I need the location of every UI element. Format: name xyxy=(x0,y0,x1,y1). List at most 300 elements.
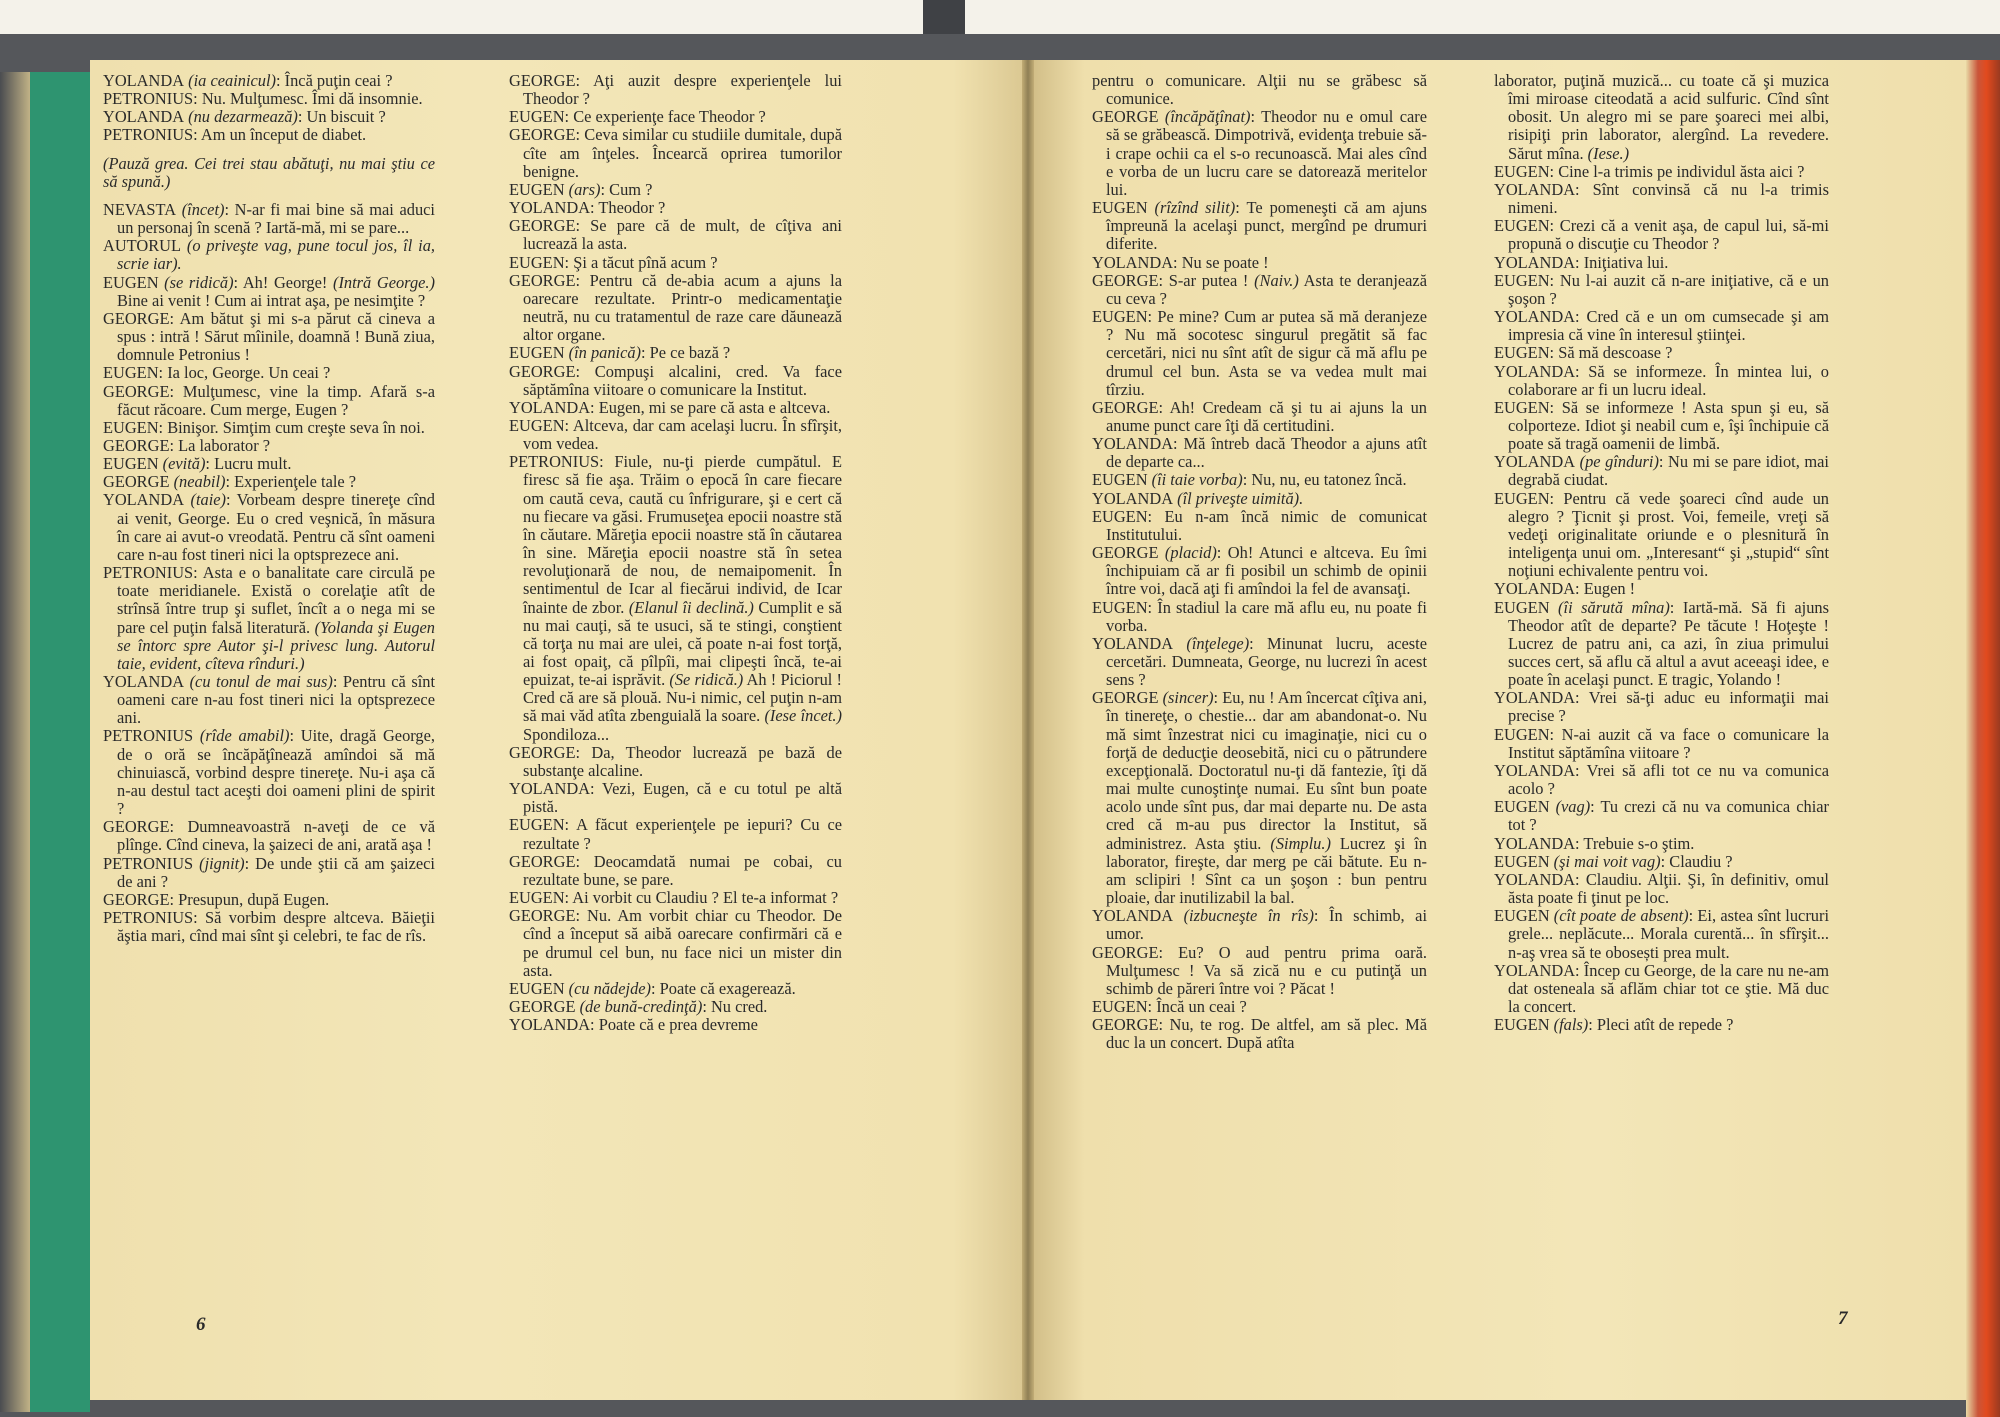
spoken-text: : Vrei să-ţi aduc eu informaţii mai precise ? xyxy=(1508,688,1829,726)
speaker-name: EUGEN xyxy=(1092,198,1148,218)
dialogue-line xyxy=(103,891,435,909)
spoken-text: : Eu n-am încă nimic de comunicat Institutului. xyxy=(1106,506,1427,544)
speaker-name: GEORGE xyxy=(509,361,576,381)
stage-note: (se ridică) xyxy=(158,272,234,292)
speaker-name: GEORGE xyxy=(103,381,170,401)
speaker-name: EUGEN xyxy=(1494,906,1550,926)
green-endpaper xyxy=(30,72,90,1412)
continued-text xyxy=(1092,72,1427,108)
spoken-text: : Nu l-ai auzit că n-are iniţiative, că e un şoşon ? xyxy=(1508,270,1829,308)
dialogue-line xyxy=(103,310,435,364)
stage-note: (izbucneşte în rîs) xyxy=(1173,906,1314,926)
speaker-name: EUGEN xyxy=(1494,851,1550,871)
stage-note: (Yolanda şi Eugen se întorc spre Autor şi-l privesc lung. Autorul taie, evident, cîteva rînduri.) xyxy=(117,617,435,673)
spoken-text: : Pentru că de-abia acum a ajuns la oarecare rezultate. Printr-o medicamentaţie neutră, nu cu tratamentul de raze care dăunează altor organe. xyxy=(523,270,842,345)
dialogue-line xyxy=(1092,689,1427,907)
spoken-text: : Altceva, dar cam acelaşi lucru. În sfîrşit, vom vedea. xyxy=(523,415,842,454)
stage-note: (pe gînduri) xyxy=(1575,452,1659,472)
dialogue-line xyxy=(1092,399,1427,435)
dialogue-line xyxy=(103,564,435,673)
stage-note: (Naiv.) xyxy=(1254,270,1299,290)
speaker-name: EUGEN xyxy=(1494,343,1550,363)
dialogue-line xyxy=(1494,217,1829,253)
dialogue-line xyxy=(1494,853,1829,871)
spoken-text: Spondiloza... xyxy=(523,724,610,744)
stage-direction xyxy=(103,155,435,191)
stage-note: (Iese.) xyxy=(1587,143,1630,163)
spoken-text: : Ah! George! xyxy=(233,272,333,292)
spoken-text: : Presupun, după Eugen. xyxy=(169,889,330,909)
dialogue-line xyxy=(509,744,842,780)
dialogue-line xyxy=(1494,490,1829,581)
spoken-text: : Am bătut şi mi s-a părut că cineva a spus : intră ! Sărut mîinile, doamnă ! Bună ziua, domnule Petronius ! xyxy=(117,308,435,365)
spoken-text: : Nu se poate ! xyxy=(1173,252,1269,272)
dialogue-line xyxy=(103,673,435,727)
page-number-left: 6 xyxy=(196,1314,206,1335)
speaker-name: EUGEN xyxy=(509,252,565,272)
speaker-name: EUGEN xyxy=(1494,161,1550,181)
spoken-text: : Ah! Credeam că şi tu ai ajuns la un anume punct care îţi dă certitudini. xyxy=(1106,397,1427,435)
spoken-text: : Poate că e prea devreme xyxy=(590,1015,758,1035)
dialogue-line xyxy=(1092,435,1427,471)
speaker-name: EUGEN xyxy=(1494,724,1550,744)
speaker-name: EUGEN xyxy=(103,363,159,383)
speaker-name: YOLANDA xyxy=(1092,252,1174,272)
dialogue-line xyxy=(1092,544,1427,598)
speaker-name: GEORGE xyxy=(509,216,576,236)
speaker-name: YOLANDA xyxy=(1494,869,1576,889)
dialogue-line xyxy=(103,237,435,273)
spoken-text: : Pentru că vede şoareci cînd aude un alegro ? Ţicnit şi prost. Voi, femeile, vreţi să vedeţi originalitate oriunde e o plesnitură în inteligenţa unui om. „Interesant“ şi „stupid“ sînt noţiuni echivalente pentru voi. xyxy=(1508,488,1829,581)
spoken-text: : Deocamdată numai pe cobai, cu rezultate bune, se pare. xyxy=(523,851,842,889)
spoken-text: : Claudiu. Alţii. Şi, în definitiv, omul ăsta poate fi ţinut pe loc. xyxy=(1508,869,1829,908)
spoken-text: : Ceva similar cu studiile dumitale, după cîte am înţeles. Încearcă oprirea tumorilor benigne. xyxy=(523,125,842,181)
spoken-text: : Încep cu George, de la care nu ne-am dat osteneala să aflăm chiar tot ce ştie. Mă duc la concert. xyxy=(1508,960,1829,1016)
spoken-text: : Ei, astea sînt lucruri grele... neplăcute... Morala curentă... în sfîrşit... n-aş vrea să te obosești prea mult. xyxy=(1508,906,1829,962)
stage-note: (cu nădejde) xyxy=(564,978,652,998)
dialogue-line xyxy=(103,909,435,945)
dialogue-line xyxy=(509,816,842,852)
speaker-name: EUGEN xyxy=(103,454,159,474)
dialogue-line xyxy=(1494,181,1829,217)
text-column-4 xyxy=(1494,72,1829,1034)
spoken-text: : Trebuie s-o ştim. xyxy=(1575,833,1695,853)
spoken-text: : Te pomeneşti că am ajuns împreună la acelaşi punct, mergînd pe drumuri diferite. xyxy=(1106,198,1428,254)
speaker-name: YOLANDA xyxy=(509,198,591,218)
spoken-text: : Uite, dragă George, de o oră se încăpăţînează amîndoi să mă chinuiască, vorbind despre tinereţe. Nu-i aşa că n-au destul tact aceşti doi oameni plini de spirit ? xyxy=(117,726,436,819)
dialogue-line xyxy=(509,344,842,362)
speaker-name: YOLANDA xyxy=(1494,833,1576,853)
stage-note: (Elanul îi declină.) xyxy=(628,597,754,617)
speaker-name: EUGEN xyxy=(1092,597,1148,617)
spoken-text: Asta te deranjează cu ceva ? xyxy=(1106,270,1427,308)
spoken-text: : Încă puţin ceai ? xyxy=(275,71,393,90)
spoken-text: : Poate că exagerează. xyxy=(651,978,796,998)
spoken-text: : Cine l-a trimis pe individul ăsta aici ? xyxy=(1549,161,1805,181)
stage-note: (îi taie vorba) xyxy=(1147,470,1243,490)
spoken-text: : Încă un ceai ? xyxy=(1147,996,1247,1016)
stage-note: (de bună-credinţă) xyxy=(575,996,703,1016)
stage-note: (încăpăţînat) xyxy=(1158,107,1251,127)
spoken-text: : S-ar putea ! xyxy=(1158,270,1255,290)
dialogue-line xyxy=(103,108,435,126)
spoken-text: : În stadiul la care mă aflu eu, nu poate fi vorba. xyxy=(1106,597,1427,635)
dialogue-line xyxy=(1494,689,1829,725)
spoken-text: : Tu crezi că nu va comunica chiar tot ? xyxy=(1508,797,1829,835)
spoken-text: : N-ar fi mai bine să mai aduci un personaj în scenă ? Iartă-mă, mi se pare... xyxy=(117,199,435,238)
stage-note: (rîde amabil) xyxy=(193,726,290,746)
speaker-name: YOLANDA xyxy=(103,107,185,127)
spoken-text: : Pentru că sînt oameni care n-au fost tineri nici la optsprezece ani. xyxy=(117,672,435,728)
spoken-text: : Lucru mult. xyxy=(205,454,292,474)
speaker-name: GEORGE xyxy=(509,270,576,290)
speaker-name: PETRONIUS xyxy=(103,853,194,873)
stage-note: (Se ridică.) xyxy=(669,670,744,690)
dialogue-line xyxy=(509,181,842,199)
stage-note: (încet) xyxy=(176,199,225,219)
dialogue-line xyxy=(1494,580,1829,598)
continued-text xyxy=(1494,72,1829,163)
dialogue-line xyxy=(1092,635,1427,689)
spoken-text: : Ce experienţe face Theodor ? xyxy=(564,107,766,127)
speaker-name: YOLANDA xyxy=(1494,452,1576,472)
speaker-name: YOLANDA xyxy=(1494,179,1576,199)
dialogue-line xyxy=(103,419,435,437)
speaker-name: EUGEN xyxy=(509,343,565,363)
stage-note: (îl priveşte uimită). xyxy=(1173,488,1304,508)
dialogue-line xyxy=(1092,108,1427,199)
stage-note: (Iese încet.) xyxy=(764,706,842,726)
dialogue-line xyxy=(103,455,435,473)
dialogue-line xyxy=(103,491,435,564)
dialogue-line xyxy=(509,907,842,980)
speaker-name: EUGEN xyxy=(1494,397,1550,417)
dialogue-line xyxy=(1494,399,1829,453)
speaker-name: EUGEN xyxy=(1494,597,1550,617)
speaker-name: YOLANDA xyxy=(1494,361,1576,381)
spoken-text: : Şi a tăcut pînă acum ? xyxy=(564,252,718,272)
speaker-name: GEORGE xyxy=(103,435,170,455)
spoken-text: : Eu, nu ! Am încercat cîţiva ani, în tinereţe, o chestie... dar am abandonat-o. Nu mă simt înzestrat nici cu imaginaţie, nici cu o forţă de deducţie deosebită, nici cu o pătrundere excepţională. Doctoratul nu-ţi dă fantezie, îţi dă mai multe cunoştinţe numai. Eu sînt bun poate acolo unde sînt pus, dar mai departe nu. De asta cred că m-au pus director la Institut, să administrez. Asta ştiu. xyxy=(1106,688,1428,853)
speaker-name: YOLANDA xyxy=(509,1015,591,1035)
dialogue-line xyxy=(1494,798,1829,834)
speaker-name: GEORGE xyxy=(103,308,170,328)
stage-note: (înţelege) xyxy=(1173,633,1250,653)
spoken-text: : În schimb, ai umor. xyxy=(1106,906,1427,944)
dialogue-line xyxy=(509,363,842,399)
right-edge xyxy=(1966,60,2000,1417)
spoken-text: : Theodor ? xyxy=(590,198,666,218)
spoken-text: : Să se informeze ! Asta spun şi eu, să colporteze. Idiot şi neabil cum e, îşi închipuie că poate să tragă oamenii de limbă. xyxy=(1508,397,1829,454)
spoken-text: : Oh! Atunci e altceva. Eu îmi închipuiam că ar fi posibil un schimb de opinii între voi, dacă aţi fi amîndoi la fel de avansaţi. xyxy=(1106,543,1427,599)
speaker-name: YOLANDA xyxy=(509,397,591,417)
dialogue-line xyxy=(1092,508,1427,544)
spoken-text: : A făcut experienţele pe iepuri? Cu ce rezultate ? xyxy=(523,815,842,853)
speaker-name: EUGEN xyxy=(509,107,565,127)
spoken-text: : Fiule, nu-ţi pierde cumpătul. E firesc să fie aşa. Trăim o epocă în care fiecare om caută ceva, caută cu înfrigurare, şi e cert că nu fiecare va găsi. Frumuseţea epocii noastre stă în căutare. Măreţia epocii noastre stă în căutarea în sine. Măreţia epocii noastre stă în setea revoluţionară de nou, de nemaipomenit. În sentimentul de Icar al fiecărui individ, de Icar înainte de zbor. xyxy=(523,452,842,617)
spoken-text: : Să vorbim despre altceva. Băieţii ăştia mari, cînd mai sînt şi celebri, te fac de rîs. xyxy=(117,908,435,946)
dialogue-line xyxy=(1092,907,1427,943)
dialogue-line xyxy=(1092,599,1427,635)
dialogue-line xyxy=(103,727,435,818)
spoken-text: : Cred că e un om cumsecade şi am impresia că vine în interesul ştiinţei. xyxy=(1508,307,1829,345)
speaker-name: YOLANDA xyxy=(1494,760,1576,780)
speaker-name: GEORGE xyxy=(509,742,576,762)
speaker-name: PETRONIUS xyxy=(103,563,194,583)
spoken-text: : La laborator ? xyxy=(169,435,271,455)
dialogue-line xyxy=(103,364,435,382)
continued-text-run: laborator, puţină muzică... cu toate că şi muzica îmi miroase citeodată a acid sulfuric. Cînd sînt obosit. Un alegro mi se pare şoareci mei albi, risipiţi prin laborator, alergînd. La revedere. Sărut mîna. xyxy=(1494,71,1829,163)
speaker-name: GEORGE xyxy=(1092,270,1159,290)
top-background xyxy=(0,0,2000,34)
dialogue-line xyxy=(509,980,842,998)
spoken-text: : Experienţele tale ? xyxy=(225,472,357,492)
speaker-name: GEORGE xyxy=(1092,543,1159,563)
dialogue-line xyxy=(103,818,435,854)
speaker-name: GEORGE xyxy=(509,851,576,871)
dialogue-line xyxy=(509,453,842,744)
spoken-text: : Eugen, mi se pare că asta e altceva. xyxy=(590,397,831,417)
top-seam xyxy=(923,0,965,34)
spoken-text: : Cum ? xyxy=(600,179,653,199)
dialogue-line xyxy=(103,473,435,491)
text-column-2 xyxy=(509,72,842,1034)
stage-note: (şi mai voit vag) xyxy=(1549,851,1661,871)
spoken-text: : Pleci atît de repede ? xyxy=(1588,1015,1734,1035)
speaker-name: EUGEN xyxy=(1092,996,1148,1016)
text-column-3 xyxy=(1092,72,1427,1052)
speaker-name: GEORGE xyxy=(1092,1015,1159,1035)
stage-note: (cu tonul de mai sus) xyxy=(184,672,333,691)
spoken-text: : Claudiu ? xyxy=(1660,851,1733,871)
spoken-text: : Nu mi se pare idiot, mai degrabă ciudat. xyxy=(1508,452,1829,490)
stage-note: (placid) xyxy=(1158,543,1217,563)
speaker-name: EUGEN xyxy=(1092,470,1148,490)
stage-note: (fals) xyxy=(1549,1015,1589,1035)
dialogue-line xyxy=(1494,907,1829,961)
dialogue-line xyxy=(1494,453,1829,489)
speaker-name: YOLANDA xyxy=(1494,579,1576,599)
dialogue-line xyxy=(1494,835,1829,853)
dialogue-line xyxy=(1092,308,1427,399)
spoken-text: : Un biscuit ? xyxy=(297,107,386,127)
stage-note: (o priveşte vag, pune tocul jos, îl ia, scrie iar). xyxy=(117,236,435,274)
dialogue-line xyxy=(103,437,435,455)
dialogue-line xyxy=(1494,726,1829,762)
speaker-name: GEORGE xyxy=(509,906,576,926)
speaker-name: AUTORUL xyxy=(103,236,182,256)
spoken-text: : Aţi auzit despre experienţele lui Theodor ? xyxy=(523,71,842,109)
dialogue-line xyxy=(1494,344,1829,362)
speaker-name: YOLANDA xyxy=(103,490,185,510)
stage-note: (neabil) xyxy=(169,472,226,492)
stage-note: (evită) xyxy=(158,454,206,474)
stage-note: (îi sărută mîna) xyxy=(1549,597,1670,617)
speaker-name: EUGEN xyxy=(509,888,565,908)
dialogue-line xyxy=(103,855,435,891)
spoken-text: : Vrei să afli tot ce nu va comunica acolo ? xyxy=(1508,760,1829,799)
spoken-text: : Vezi, Eugen, că e cu totul pe altă pistă. xyxy=(523,779,842,817)
speaker-name: YOLANDA xyxy=(1494,307,1576,327)
speaker-name: EUGEN xyxy=(1092,506,1148,526)
dialogue-line xyxy=(103,201,435,237)
dialogue-line xyxy=(1494,308,1829,344)
speaker-name: PETRONIUS xyxy=(103,89,194,109)
page-number-right: 7 xyxy=(1838,1308,1848,1329)
speaker-name: GEORGE xyxy=(1092,942,1159,962)
dialogue-line xyxy=(1092,944,1427,998)
spoken-text: : Nu cred. xyxy=(702,996,768,1016)
dialogue-line xyxy=(509,1016,842,1034)
speaker-name: GEORGE xyxy=(1092,107,1159,127)
stage-note: (taie) xyxy=(184,490,226,510)
spoken-text: : Ai vorbit cu Claudiu ? El te-a informat ? xyxy=(564,888,839,908)
spoken-text: : Nu, te rog. De altfel, am să plec. Mă duc la un concert. După atîta xyxy=(1106,1015,1427,1053)
dialogue-line xyxy=(1494,962,1829,1016)
dialogue-line xyxy=(1092,490,1427,508)
speaker-name: EUGEN xyxy=(1494,488,1550,508)
continued-text-run: pentru o comunicare. Alţii nu se grăbesc să comunice. xyxy=(1092,71,1427,109)
dialogue-line xyxy=(509,889,842,907)
dialogue-line xyxy=(1092,1016,1427,1052)
dialogue-line xyxy=(103,72,435,90)
stage-note: (rîzînd silit) xyxy=(1147,198,1236,218)
dialogue-line xyxy=(509,853,842,889)
dialogue-line xyxy=(1494,1016,1829,1034)
spoken-text: : Eu? O aud pentru prima oară. Mulţumesc ! Va să zică nu e cu putinţă un schimb de păreri între voi ? Păcat ! xyxy=(1106,942,1427,998)
spoken-text: : Theodor nu e omul care să se grăbească. Dimpotrivă, evidenţa trebuie să-i crape ochii ca el s-o recunoască. Mai ales cînd e vorba de un lucru care se datorează meritelor lui. xyxy=(1106,107,1427,199)
speaker-name: GEORGE xyxy=(509,125,576,145)
left-edge xyxy=(0,72,32,1412)
dialogue-line xyxy=(1494,363,1829,399)
dialogue-line xyxy=(509,998,842,1016)
spoken-text: : Iniţiativa lui. xyxy=(1575,252,1669,272)
spoken-text: : Da, Theodor lucrează pe bază de substanţe alcaline. xyxy=(523,742,842,780)
dialogue-line xyxy=(509,254,842,272)
spoken-text: : Mă întreb dacă Theodor a ajuns atît de departe ca... xyxy=(1106,434,1427,472)
speaker-name: GEORGE xyxy=(1092,688,1159,708)
speaker-name: EUGEN xyxy=(1494,270,1550,290)
dialogue-line xyxy=(1092,998,1427,1016)
dialogue-line xyxy=(1092,272,1427,308)
speaker-name: PETRONIUS xyxy=(103,908,194,928)
speaker-name: EUGEN xyxy=(509,815,565,835)
dialogue-line xyxy=(509,199,842,217)
speaker-name: YOLANDA xyxy=(1494,960,1576,980)
dialogue-line xyxy=(1494,254,1829,272)
spoken-text: : Să se informeze. În mintea lui, o colaborare ar fi un lucru ideal. xyxy=(1508,361,1829,399)
stage-note: (nu dezarmează) xyxy=(184,107,298,127)
dialogue-line xyxy=(509,780,842,816)
speaker-name: YOLANDA xyxy=(103,71,185,90)
spoken-text: Cumplit e să nu mai cauţi, să te usuci, să te stingi, conştient că torţa nu mai are ulei, că poate n-ai fost torţă, ai fost opaiţ, că pîlpîi, mai clipeşti încă, te-ai epuizat, te-ai isprăvit. xyxy=(523,597,842,690)
spoken-text: : Minunat lucru, aceste cercetări. Dumneata, George, nu lucrezi în acest sens ? xyxy=(1106,633,1427,690)
speaker-name: EUGEN xyxy=(103,272,159,292)
spoken-text: : Dumneavoastră n-aveţi de ce vă plînge. Cînd cineva, la şaizeci de ani, arată aşa ! xyxy=(117,817,435,855)
dialogue-line xyxy=(1494,762,1829,798)
spoken-text: Ah ! Piciorul ! Cred că are să plouă. Nu-i nimic, cel puţin n-am să mai văd atîta zbenguială la soare. xyxy=(523,670,842,726)
spoken-text: : Ia loc, George. Un ceai ? xyxy=(158,363,331,383)
spoken-text: : Nu, nu, eu tatonez încă. xyxy=(1242,470,1407,490)
dialogue-line xyxy=(1092,254,1427,272)
speaker-name: YOLANDA xyxy=(1092,434,1174,454)
speaker-name: PETRONIUS xyxy=(509,452,600,472)
stage-note: (jignit) xyxy=(193,853,245,873)
spoken-text: : Nu. Mulţumesc. Îmi dă insomnie. xyxy=(193,89,423,109)
dialogue-line xyxy=(509,126,842,180)
dialogue-line xyxy=(509,399,842,417)
speaker-name: NEVASTA xyxy=(103,199,177,219)
spoken-text: Bine ai venit ! Cum ai intrat aşa, pe nesimţite ? xyxy=(117,290,426,310)
dialogue-line xyxy=(103,126,435,144)
speaker-name: EUGEN xyxy=(1494,1015,1550,1035)
stage-note: (Intră George.) xyxy=(333,272,435,292)
text-column-1 xyxy=(103,72,435,945)
spoken-text: : Pe ce bază ? xyxy=(641,343,731,363)
speaker-name: YOLANDA xyxy=(1092,633,1174,653)
stage-note: (cît poate de absent) xyxy=(1549,906,1689,926)
dialogue-line xyxy=(1494,871,1829,907)
speaker-name: YOLANDA xyxy=(1494,688,1576,708)
dialogue-line xyxy=(1092,199,1427,253)
spoken-text: : De unde ştii că am şaizeci de ani ? xyxy=(117,853,435,891)
spoken-text: : Mulţumesc, vine la timp. Afară s-a făcut răcoare. Cum merge, Eugen ? xyxy=(117,381,435,419)
speaker-name: EUGEN xyxy=(103,417,159,437)
speaker-name: GEORGE xyxy=(103,889,170,909)
spoken-text: : Binişor. Simţim cum creşte seva în noi. xyxy=(158,417,425,437)
spoken-text: : Să mă descoase ? xyxy=(1549,343,1673,363)
spoken-text: : Iartă-mă. Să fi ajuns Theodor atît de departe? Pe tăcute ! Hoţeşte ! Lucrez de patru ani, ca azi, în ziua primului succes cert, să aflu că altul a avut aceeaşi idee, e poate în acelaşi punct. E tragic, Yolando ! xyxy=(1508,597,1830,690)
dialogue-line xyxy=(103,90,435,108)
dialogue-line xyxy=(509,417,842,453)
dialogue-line xyxy=(103,383,435,419)
spoken-text: : Eugen ! xyxy=(1575,579,1636,599)
speaker-name: EUGEN xyxy=(509,179,565,199)
speaker-name: PETRONIUS xyxy=(103,125,194,145)
stage-note: (sincer) xyxy=(1158,688,1214,708)
spoken-text: : Vorbeam despre tinereţe cînd ai venit, George. Eu o cred veşnică, în măsura în care ai avut-o vreodată. Pentru că sînt oameni care n-au fost tineri nici la optsprezece ani. xyxy=(117,490,436,564)
speaker-name: EUGEN xyxy=(1494,797,1550,817)
stage-note: (Simplu.) xyxy=(1270,833,1331,853)
speaker-name: YOLANDA xyxy=(103,672,185,691)
dialogue-line xyxy=(1494,272,1829,308)
dialogue-line xyxy=(103,274,435,310)
speaker-name: GEORGE xyxy=(509,71,576,90)
speaker-name: YOLANDA xyxy=(1494,252,1576,272)
stage-note: (ia ceainicul) xyxy=(184,71,276,90)
dialogue-line xyxy=(1494,163,1829,181)
spoken-text: : Compuşi alcalini, cred. Va face săptămîna viitoare o comunicare la Institut. xyxy=(523,361,842,399)
spoken-text: Lucrez şi în laborator, fireşte, dar merg pe căi bătute. Eu n-am sclipiri ! Sînt ca un şoşon : bun pentru ploaie, dar inutilizabil la bal. xyxy=(1106,833,1427,908)
spoken-text: : Pe mine? Cum ar putea să mă deranjeze ? Nu mă socotesc singurul pregătit să fac cercetări, nici nu sînt atît de sigur că mă aflu pe drumul cel bun. Asta se va vedea mult mai tîrziu. xyxy=(1106,307,1427,399)
speaker-name: EUGEN xyxy=(1494,216,1550,236)
speaker-name: GEORGE xyxy=(1092,397,1159,417)
book-gutter xyxy=(1022,60,1034,1400)
speaker-name: GEORGE xyxy=(103,817,170,837)
speaker-name: GEORGE xyxy=(103,472,170,492)
spoken-text: : Asta e o banalitate care circulă pe toate meridianele. Există o corelaţie atît de strînsă între trup şi suflet, încît a o nega mi se pare cel puţin falsă literatură. xyxy=(117,563,435,637)
spoken-text: : Crezi că a venit aşa, de capul lui, să-mi propună o discuţie cu Theodor ? xyxy=(1508,216,1829,254)
stage-note: (ars) xyxy=(564,179,601,199)
dialogue-line xyxy=(1092,471,1427,489)
dialogue-line xyxy=(509,217,842,253)
stage-note: (vag) xyxy=(1549,797,1591,817)
spoken-text: : Sînt convinsă că nu l-a trimis nimeni. xyxy=(1508,179,1829,218)
stage-note: (în panică) xyxy=(564,343,642,363)
stage-direction-text: (Pauză grea. Cei trei stau abătuţi, nu mai ştiu ce să spună.) xyxy=(103,153,435,191)
speaker-name: GEORGE xyxy=(509,996,576,1016)
speaker-name: YOLANDA xyxy=(1092,488,1174,508)
